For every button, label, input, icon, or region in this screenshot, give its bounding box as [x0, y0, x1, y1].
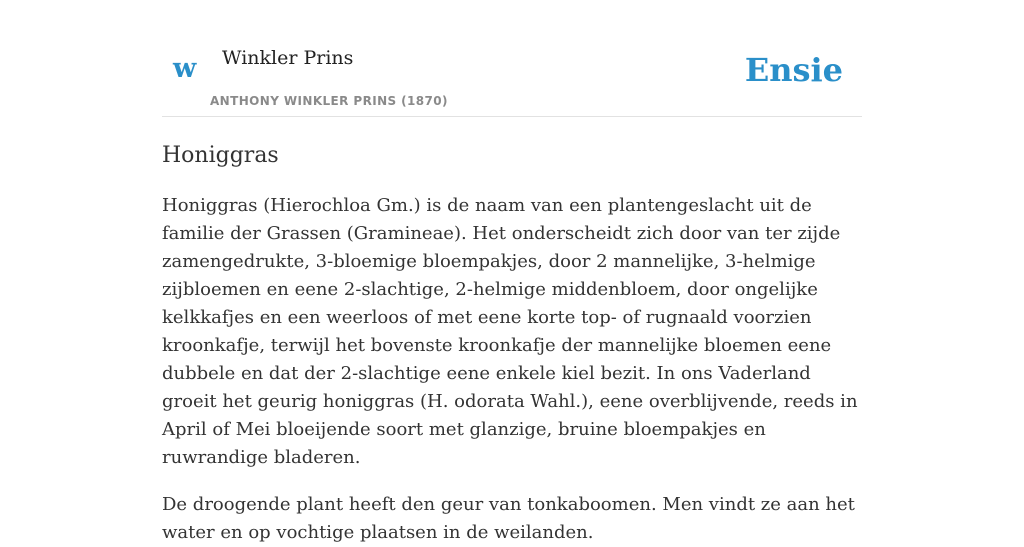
page-container	[162, 0, 862, 547]
entry-paragraph: Honiggras (Hierochloa Gm.) is de naam van een plantengeslacht uit de familie der Grassen (Gramineae). Het onderscheidt zich door van ter zijde zamengedrukte, 3-bloemige bloempakjes, door 2 mannelijke, 3-helmige zijbloemen en eene 2-slachtige, 2-helmige middenbloem, door ongelijke kelkkafjes en een weerloos of met eene korte top- of rugnaald voorzien kroonkafje, terwijl het bovenste kroonkafje der mannelijke bloemen eene dubbele en dat der 2-slachtige eene enkele kiel bezit. In ons Vaderland groeit het geurig honiggras (H. odorata Wahl.), eene overblijvende, reeds in April of Mei bloeijende soort met glanzige, bruine bloempakjes en ruwrandige bladeren.	[162, 195, 858, 468]
source-logo-icon: w	[173, 53, 197, 84]
source-title-link[interactable]: Winkler Prins	[222, 47, 354, 69]
entry-body	[162, 192, 862, 547]
entry-title: Honiggras	[162, 143, 279, 168]
source-subtitle: ANTHONY WINKLER PRINS (1870)	[210, 94, 448, 108]
ensie-logo-link[interactable]: Ensie	[744, 51, 843, 89]
source-header	[162, 0, 862, 117]
entry-paragraph: De droogende plant heeft den geur van tonkaboomen. Men vindt ze aan het water en op vochtige plaatsen in de weilanden.	[162, 494, 855, 543]
